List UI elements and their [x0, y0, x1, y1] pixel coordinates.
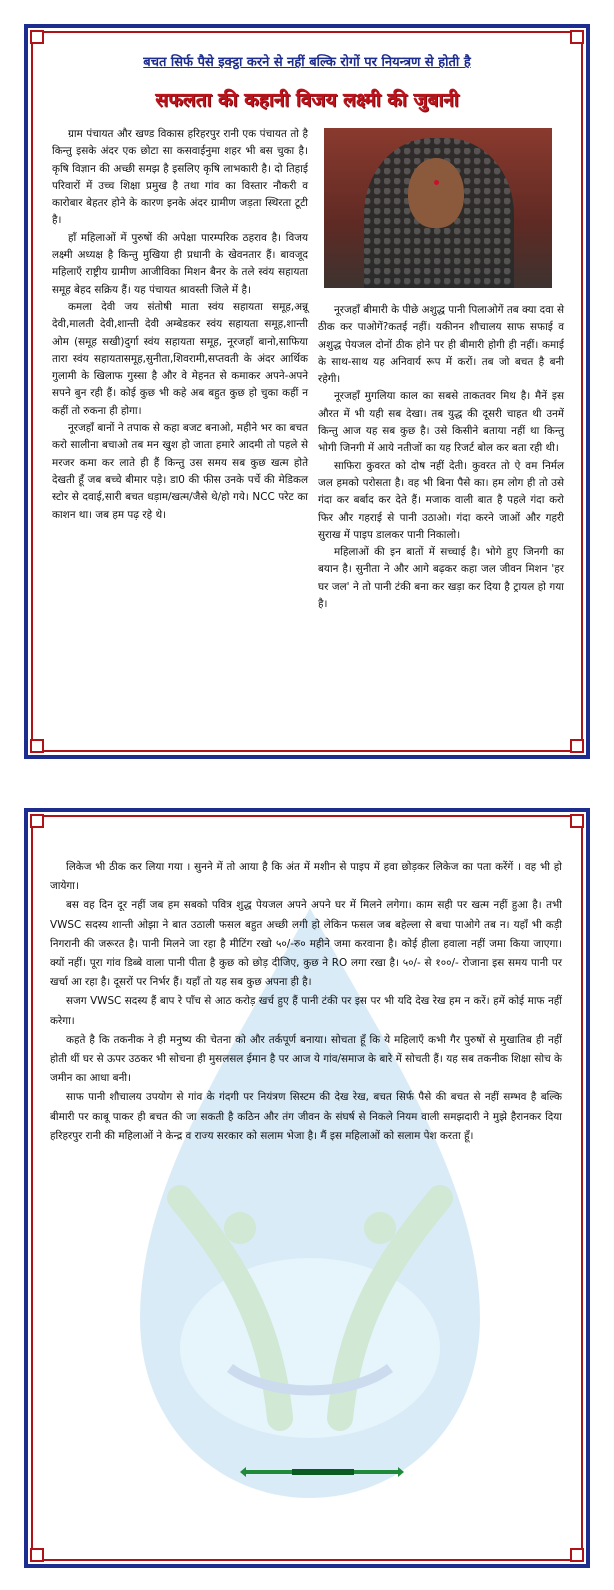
paragraph: महिलाओं की इन बातों में सच्चाई है। भोगे हुए जिनगी का बयान है। सुनीता ने और आगे बढ़कर कहा जल जीवन मिशन 'हर घर जल' ने तो पानी टंकी बना कर खड़ा कर दिया है ट्रायल हो गया है।: [318, 546, 564, 611]
corner-ornament: [30, 30, 44, 44]
paragraph: हाँ महिलाओं में पुरुषों की अपेक्षा पारम्परिक ठहराव है। विजय लक्ष्मी अध्यक्ष है किन्तु मुखिया ही प्रधानी के खेवनतार हैं। बावजूद महिलाएँ राष्ट्रीय ग्रामीण आजीविका मिशन बैनर के तले स्वंय सहायता समूह बेहद सक्रिय हैं। यह पंचायत श्रावस्ती जिले में है।: [52, 231, 308, 296]
page-two-body: [50, 858, 562, 1146]
article-title: सफलता की कहानी विजय लक्ष्मी की जुबानी: [155, 89, 459, 111]
decorative-divider-center: [292, 1469, 354, 1475]
paragraph: साफ पानी शौचालय उपयोग से गांव के गंदगी पर नियंत्रण सिस्टम की देख रेख, बचत सिर्फ पैसे की बचत से नहीं सम्भव है बल्कि बीमारी पर काबू पाकर ही बचत की जा सकती है कठिन और तंग जीवन के संघर्ष से निकले नियम वाली समझदारी ने मुझे हैरानकर दिया हरिहरपुर रानी की महिलाओं ने केन्द्र व राज्य सरकार को सलाम भेजा है। मैं इस महिलाओं को सलाम पेश करता हूँ।: [50, 1091, 562, 1142]
paragraph: साफिरा कुवरत को दोष नहीं देती। कुवरत तो ऐ वम निर्मल जल हमको परोसता है। वह भी बिना पैसे का। हम लोग ही तो उसे गंदा कर बर्बाद कर देते हैं। मजाक वाली बात है पहले गंदा करो फिर और गहराई से पानी उठाओ। गंदा करने जाओं और गहरी सुराख में पाइप डालकर पानी निकालो।: [318, 459, 564, 541]
paragraph: बस वह दिन दूर नहीं जब हम सबको पवित्र शुद्ध पेयजल अपने अपने घर में मिलने लगेगा। काम सही पर खत्म नहीं हुआ है। तभी VWSC सदस्य शान्ती ओझा ने बात उठाली फसल बहुत अच्छी लगी हो लेकिन फसल जब बहेल्ला से बचा पाओगे तब न। यहाँ भी कड़ी निगरानी की जरूरत है। पानी मिलने जा रहा है मीटिंग रखो ५०/-रु० महीने जमा करवाना है। कोई हीला हवाला नहीं जमा किया जाएगा। क्यों नहीं। पूरा गांव डिब्बे वाला पानी पीता है कुछ को छोड़ दीजिए, कुछ ने RO लगा रखा है। ५०/- से १००/- रोजाना इस समय पानी पर खर्चा आ रहा है। दूसरों पर निर्भर हैं। यहाँ तो यह सब कुछ अपना ही है।: [50, 899, 562, 989]
corner-ornament: [30, 1548, 44, 1562]
article-headline: बचत सिर्फ पैसे इक्ट्ठा करने से नहीं बल्कि रोगों पर नियन्त्रण से होती है: [143, 55, 471, 70]
paragraph: सजग VWSC सदस्य हैं बाप रे पाँच से आठ करोड़ खर्च हुए हैं पानी टंकी पर इस पर भी यदि देख रेख हम न करें। हमें कोई माफ नहीं करेगा।: [50, 995, 562, 1027]
face-shape: [408, 158, 464, 228]
corner-ornament: [570, 739, 584, 753]
page-two: [24, 808, 590, 1568]
corner-ornament: [570, 814, 584, 828]
paragraph: नूरजहाँ बानों ने तपाक से कहा बजट बनाओ, महीने भर का बचत करो सालीना बचाओ तब मन खुश हो जाता हमारे आदमी तो पहले से मरजर कमा कर लाते ही हैं किन्तु उस समय सब कुछ खत्म होते देखती हूँ जब बच्चे बीमार पड़े। डा0 की फीस उनके पर्चे की मेडिकल स्टोर से दवाई,सारी बचत धड़ाम/खत्म/जैसे थे/हो गये। NCC परेट का काशन था। जब हम पढ़ रहे थे।: [52, 422, 308, 521]
right-column: [318, 302, 564, 613]
left-column: [52, 126, 308, 524]
paragraph: ग्राम पंचायत और खण्ड विकास हरिहरपुर रानी एक पंचायत तो है किन्तु इसके अंदर एक छोटा सा कसवाईनुमा शहर भी बस चुका है। कृषि विज्ञान की अच्छी समझ है इसलिए कृषि लाभकारी है। दो तिहाई परिवारों में उच्च शिक्षा प्रमुख है तथा गांव का विस्तार नौकरी व कारोबार बेहतर होने के कारण इनके अंदर ग्रामीण जड़ता स्थिरता टूटी है।: [52, 128, 308, 227]
bindi-dot: [434, 180, 439, 185]
paragraph: लिकेज भी ठीक कर लिया गया । सुनने में तो आया है कि अंत में मशीन से पाइप में हवा छोड़कर लिकेज का पता करेंगें । वह भी हो जायेगा।: [50, 861, 562, 893]
corner-ornament: [570, 30, 584, 44]
paragraph: कहते है कि तकनीक ने ही मनुष्य की चेतना को और तर्कपूर्ण बनाया। सोचता हूँ कि ये महिलाएँ कभी गैर पुरुषों से मुखातिब ही नहीं होती थीं घर से ऊपर उठकर भी सोचना ही मुसलसल ईमान है पर आज ये गांव/समाज के बारे में सोचती हैं। यह सब तकनीक शिक्षा सोच के जमीन का आधा बनी।: [50, 1033, 562, 1085]
corner-ornament: [30, 739, 44, 753]
woman-portrait-photo: [324, 128, 552, 288]
page-one: [24, 24, 590, 759]
paragraph: नूरजहाँ बीमारी के पीछे अशुद्ध पानी पिलाओगें तब क्या दवा से ठीक कर पाओगें?कतई नहीं। यकीनन शौचालय साफ सफाई व अशुद्ध पेयजल दोनों ठीक होने पर ही बीमारी होगी ही नहीं। कमाई के साथ-साथ यह अनिवार्य रूप में करों। तब जो बचत है बनी रहेगी।: [318, 304, 564, 386]
corner-ornament: [570, 1548, 584, 1562]
paragraph: नूरजहाँ मुगलिया काल का सबसे ताकतवर मिथ है। मैनें इस औरत में भी यही सब देखा। तब युद्ध की दूसरी चाहत थी उनमें किन्तु आज यह सब कुछ है। उसे किसीने बताया नहीं था किन्तु भोगी जिनगी में आये नतीजों का यह रिजर्ट बोल कर बता रही थी।: [318, 390, 564, 455]
paragraph: कमला देवी जय संतोषी माता स्वंय सहायता समूह,अन्नू देवी,मालती देवी,शान्ती देवी अम्बेडकर स्वंय सहायता समूह,शान्ती ओम (समूह सखी)दुर्गा स्वंय सहायता समूह, नूरजहाँ बानो,साफिया तारा स्वंय सहायतासमूह,सुनीता,शिवरामी,सप्तवती के अंदर आर्थिक गुलामी के खिलाफ गुस्सा है और वे मेहनत से कमाकर अपने-अपने सपने बुन रही हैं। कोई कुछ भी कहे अब बहुत कुछ हो चुका कहीं न कहीं तो रुकना ही होगा।: [52, 300, 308, 417]
corner-ornament: [30, 814, 44, 828]
